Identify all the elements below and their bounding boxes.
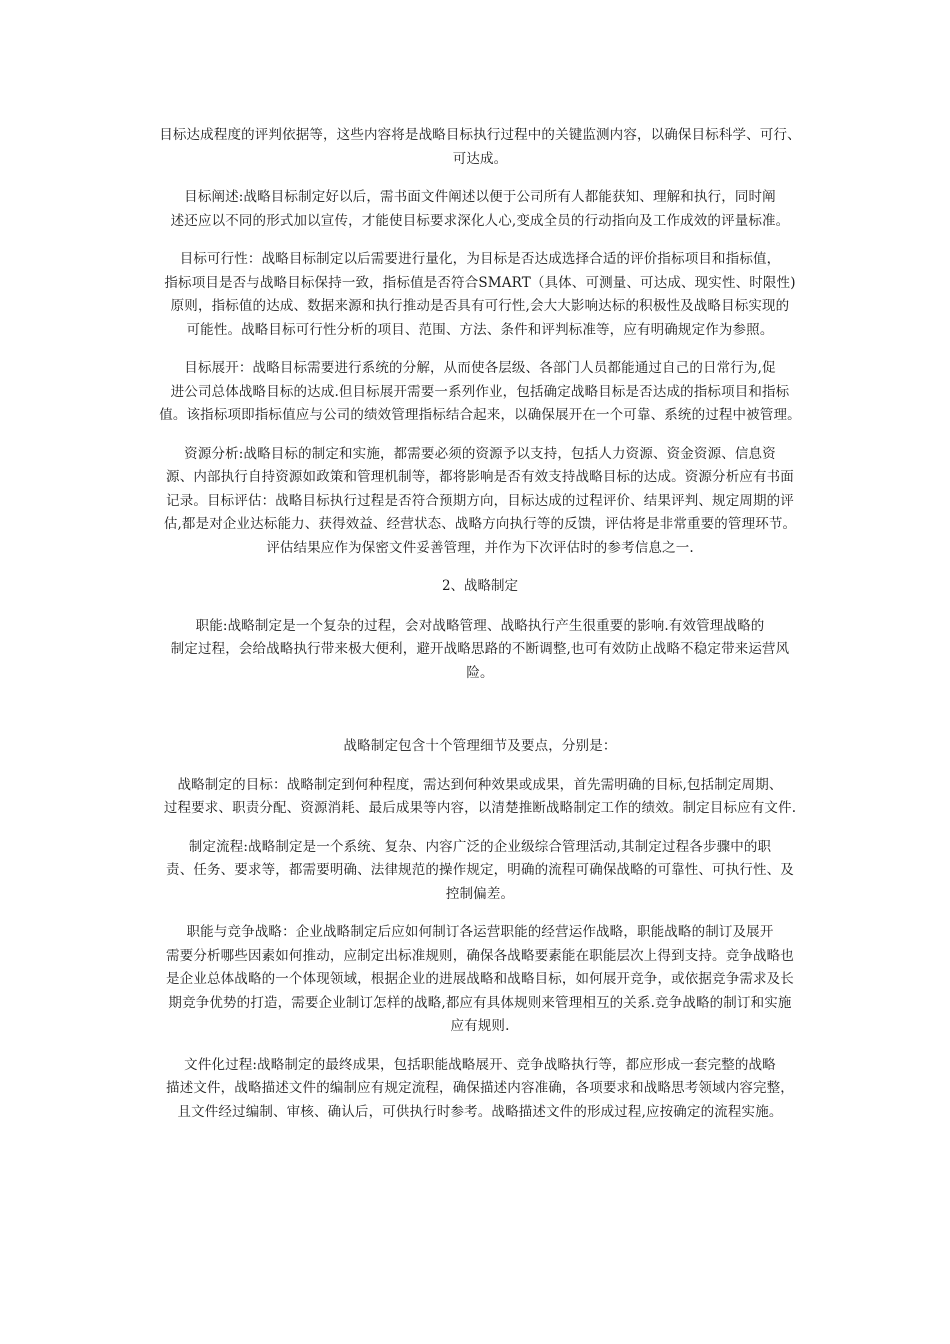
text-line: 且文件经过编制、审核、确认后，可供执行时参考。战略描述文件的形成过程,应按确定的流程实施。 [177, 1103, 783, 1120]
text-line: 可达成。 [452, 150, 508, 167]
text-line: 职能与竞争战略：企业战略制定后应如何制订各运营职能的经营运作战略，职能战略的制订及展开 [186, 924, 774, 940]
text-line: 制定流程:战略制定是一个系统、复杂、内容广泛的企业级综合管理活动,其制定过程各步骤中的职 [188, 838, 772, 855]
text-line: 险。 [466, 664, 494, 681]
text-line: 制定过程，会给战略执行带来极大便利，避开战略思路的不断调整,也可有效防止战略不稳定带来运营风 [170, 641, 790, 657]
point-functional-competitive [140, 921, 820, 1039]
text-line: 战略制定包含十个管理细节及要点，分别是： [343, 738, 617, 754]
text-line: 记录。目标评估：战略目标执行过程是否符合预期方向，目标达成的过程评价、结果评判、规定周期的评 [166, 492, 794, 509]
intro-line [140, 735, 820, 759]
text-line: 目标可行性：战略目标制定以后需要进行量化，为目标是否达成选择合适的评价指标项目和指标值， [179, 251, 781, 267]
spacer [140, 700, 820, 735]
text-line: 职能:战略制定是一个复杂的过程，会对战略管理、战略执行产生很重要的影响.有效管理战略的 [195, 617, 765, 634]
point-process [140, 836, 820, 907]
text-line: 是企业总体战略的一个体现领域，根据企业的进展战略和战略目标，如何展开竞争，或依据竞争需求及长 [166, 971, 794, 987]
text-line: 进公司总体战略目标的达成.但目标展开需要一系列作业，包括确定战略目标是否达成的指标项目和指标 [170, 383, 790, 400]
text-line: 文件化过程:战略制定的最终成果，包括职能战略展开、竞争战略执行等，都应形成一套完整的战略 [184, 1056, 776, 1073]
point-strategy-target [140, 774, 820, 821]
text-line: 述还应以不同的形式加以宣传，才能使目标要求深化人心,变成全员的行动指向及工作成效的评量标准。 [170, 212, 790, 229]
text-line: 控制偏差。 [445, 885, 515, 902]
text-line: 责、任务、要求等，都需要明确、法律规范的操作规定，明确的流程可确保战略的可靠性、可执行性、及 [166, 862, 794, 878]
paragraph-target-feasibility [140, 248, 820, 342]
text-line: 目标达成程度的评判依据等，这些内容将是战略目标执行过程中的关键监测内容，以确保目标科学、可行、 [159, 127, 801, 143]
text-line: 源、内部执行自持资源如政策和管理机制等，都将影响是否有效支持战略目标的达成。资源分析应有书面 [166, 469, 794, 485]
text-line: 战略制定的目标：战略制定到何种程度，需达到何种效果或成果，首先需明确的目标,包括制定周期、 [177, 776, 783, 793]
paragraph-target-criteria [140, 124, 820, 171]
text-line: 需要分析哪些因素如何推动，应制定出标准规则，确保各战略要素能在职能层次上得到支持。竞争战略也 [166, 947, 794, 964]
text-line: 应有规则. [450, 1018, 510, 1034]
text-line: 评估结果应作为保密文件妥善管理，并作为下次评估时的参考信息之一. [266, 539, 694, 556]
document-page [140, 124, 820, 1139]
text-line: 期竞争优势的打造，需要企业制订怎样的战略,都应有具体规则来管理相互的关系.竞争战略的制订和实施 [168, 994, 792, 1011]
text-line: 目标阐述:战略目标制定好以后，需书面文件阐述以便于公司所有人都能获知、理解和执行，同时阐 [184, 189, 776, 205]
text-line: 指标项目是否与战略目标保持一致，指标值是否符合SMART（具体、可测量、可达成、现实性、时限性) [164, 274, 796, 291]
paragraph-resource-analysis [140, 443, 820, 561]
text-line: 可能性。战略目标可行性分析的项目、范围、方法、条件和评判标准等，应有明确规定作为参照。 [186, 321, 774, 338]
text-line: 资源分析:战略目标的制定和实施，都需要必须的资源予以支持，包括人力资源、资金资源、信息资 [184, 445, 776, 462]
paragraph-function [140, 615, 820, 686]
section-heading: 2、战略制定 [441, 578, 519, 594]
paragraph-target-description [140, 186, 820, 233]
text-line: 目标展开：战略目标需要进行系统的分解，从而使各层级、各部门人员都能通过自己的日常行为,促 [184, 360, 776, 376]
text-line: 过程要求、职责分配、资源消耗、最后成果等内容，以清楚推断战略制定工作的绩效。制定目标应有文件. [163, 800, 797, 816]
point-documentation [140, 1054, 820, 1125]
text-line: 描述文件，战略描述文件的编制应有规定流程，确保描述内容准确，各项要求和战略思考领域内容完整， [166, 1080, 794, 1096]
text-line: 估,都是对企业达标能力、获得效益、经营状态、战略方向执行等的反馈，评估将是非常重要的管理环节。 [163, 516, 797, 532]
paragraph-target-deployment [140, 357, 820, 428]
text-line: 值。该指标项即指标值应与公司的绩效管理指标结合起来，以确保展开在一个可靠、系统的过程中被管理。 [159, 407, 801, 423]
text-line: 原则，指标值的达成、数据来源和执行推动是否具有可行性,会大大影响达标的积极性及战略目标实现的 [170, 298, 790, 314]
